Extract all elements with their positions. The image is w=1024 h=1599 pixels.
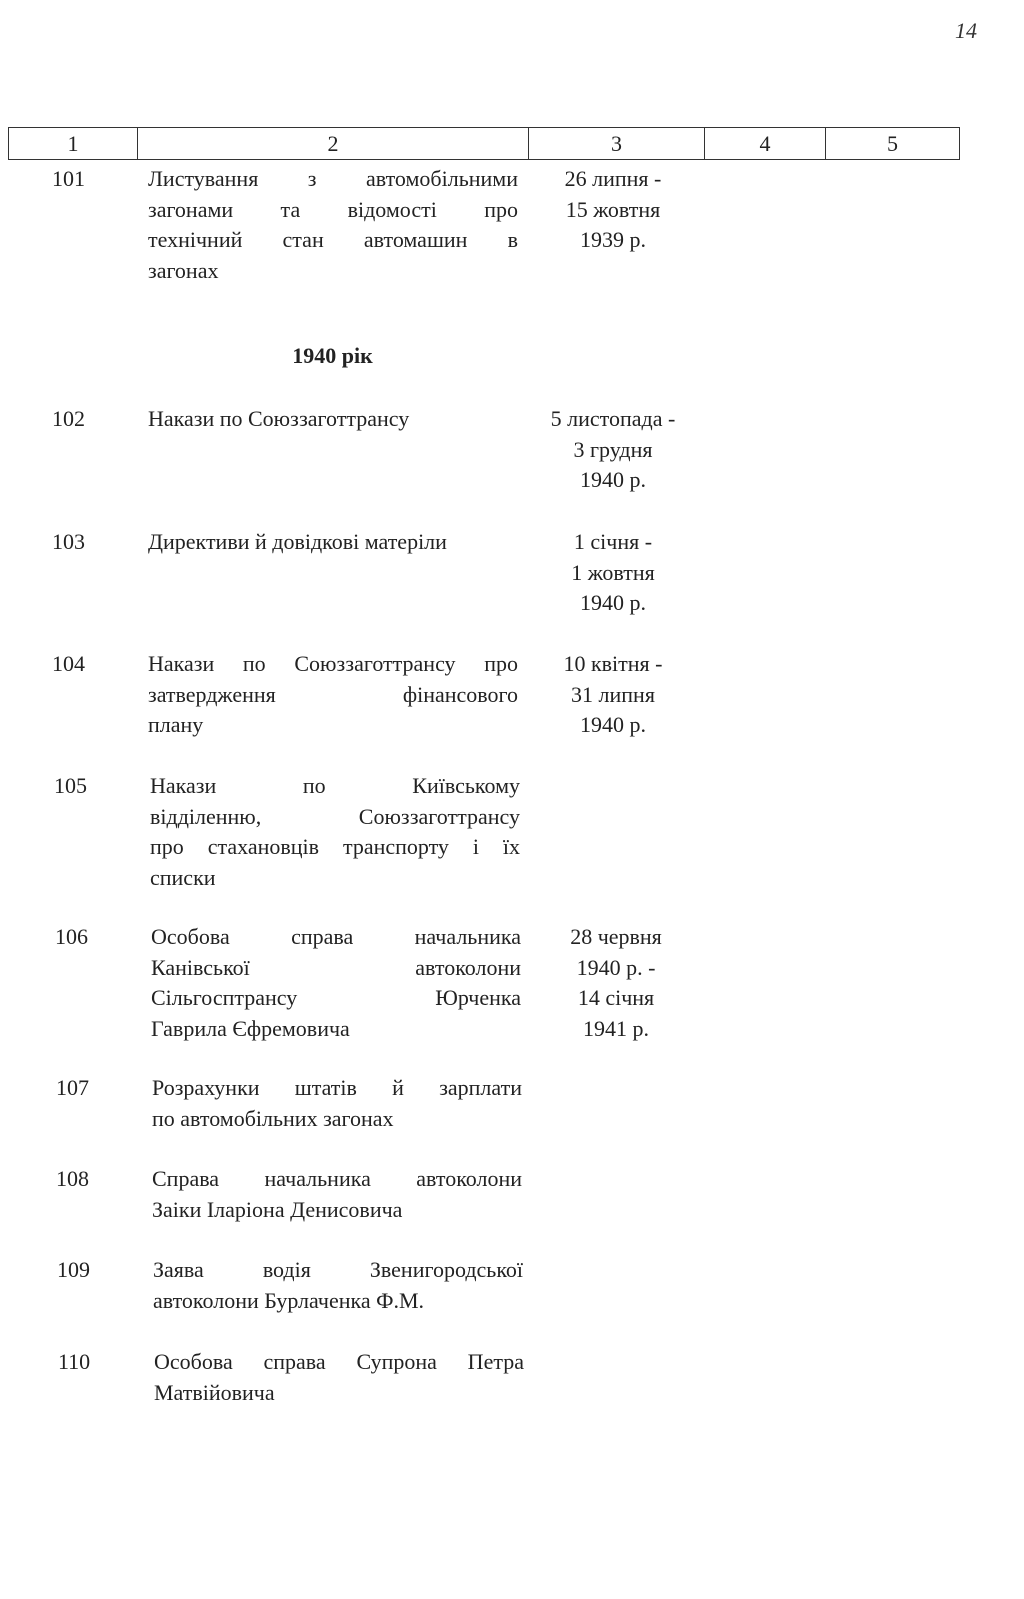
date-line: 15 жовтня: [565, 196, 661, 222]
item-number: 103: [52, 529, 85, 554]
date-line: 28 червня: [570, 924, 662, 949]
section-heading: 1940 рік: [292, 343, 373, 368]
description-line: Накази по Союззаготтрансу про: [148, 651, 518, 676]
description-line: загонами та відомості про: [148, 196, 518, 222]
description-line: Листування з автомобільними: [148, 166, 518, 191]
item-description: [152, 1164, 522, 1225]
date-line: 31 липня: [571, 681, 655, 707]
item-number: 107: [56, 1075, 89, 1100]
description-line: Гаврила Єфремовича: [151, 1015, 350, 1041]
date-line: 14 січня: [577, 985, 655, 1010]
date-line: 1940 р. -: [576, 954, 656, 980]
item-description: [148, 649, 518, 741]
date-line: 5 листопада -: [550, 406, 676, 431]
item-description: [152, 1073, 522, 1134]
column-header: 3: [529, 128, 705, 160]
description-line: Справа начальника автоколони: [152, 1166, 522, 1191]
description-line: Канівської автоколони: [151, 954, 521, 980]
description-line: списки: [150, 864, 216, 890]
date-line: 10 квітня -: [563, 651, 663, 676]
column-header: 5: [826, 128, 960, 160]
item-dates: [531, 922, 701, 1044]
description-line: Розрахунки штатів й зарплати: [152, 1075, 522, 1100]
description-line: технічний стан автомашин в: [148, 227, 518, 252]
date-line: 1 жовтня: [571, 559, 655, 585]
item-description: [148, 404, 518, 435]
description-line: плану: [148, 712, 204, 737]
description-line: автоколони Бурлаченка Ф.М.: [153, 1287, 425, 1313]
description-line: Заіки Іларіона Денисовича: [152, 1196, 403, 1222]
description-line: затвердження фінансового: [148, 681, 518, 707]
column-header-table: [8, 127, 960, 160]
date-line: 1940 р.: [580, 467, 646, 492]
item-dates: [528, 649, 698, 741]
description-line: Заява водія Звенигородської: [153, 1257, 523, 1282]
description-line: Особова справа начальника: [151, 924, 521, 949]
description-line: Директиви й довідкові матеріли: [148, 529, 447, 554]
description-line: Накази по Союззаготтрансу: [148, 406, 410, 431]
date-line: 1941 р.: [583, 1015, 649, 1041]
item-description: [154, 1347, 524, 1408]
item-dates: [528, 164, 698, 256]
item-number: 110: [58, 1349, 91, 1374]
item-dates: [528, 527, 698, 619]
column-header: 4: [705, 128, 826, 160]
item-description: [150, 771, 520, 893]
date-line: 1939 р.: [580, 227, 646, 252]
item-description: [153, 1255, 523, 1316]
date-line: 26 липня -: [564, 166, 662, 191]
date-line: 3 грудня: [573, 436, 653, 462]
date-line: 1940 р.: [580, 712, 646, 737]
item-description: [148, 527, 518, 558]
column-header: 2: [138, 128, 529, 160]
description-line: про стахановців транспорту і їх: [150, 834, 520, 859]
item-number: 109: [57, 1257, 90, 1282]
description-line: Накази по Київському: [150, 773, 520, 798]
page-number: 14: [955, 18, 977, 43]
item-number: 104: [52, 651, 85, 676]
date-line: 1 січня -: [573, 529, 653, 554]
item-description: [151, 922, 521, 1044]
item-number: 106: [55, 924, 88, 949]
item-number: 108: [56, 1166, 89, 1191]
description-line: по автомобільних загонах: [152, 1105, 394, 1131]
item-number: 101: [52, 166, 85, 191]
column-header: 1: [9, 128, 138, 160]
description-line: загонах: [148, 257, 219, 283]
date-line: 1940 р.: [580, 590, 646, 615]
item-dates: [528, 404, 698, 496]
description-line: Матвійовича: [154, 1379, 275, 1405]
description-line: відділенню, Союззаготтрансу: [150, 803, 520, 829]
description-line: Сільгосптрансу Юрченка: [151, 985, 521, 1010]
description-line: Особова справа Супрона Петра: [154, 1349, 524, 1374]
item-number: 102: [52, 406, 85, 431]
item-number: 105: [54, 773, 87, 798]
item-description: [148, 164, 518, 286]
